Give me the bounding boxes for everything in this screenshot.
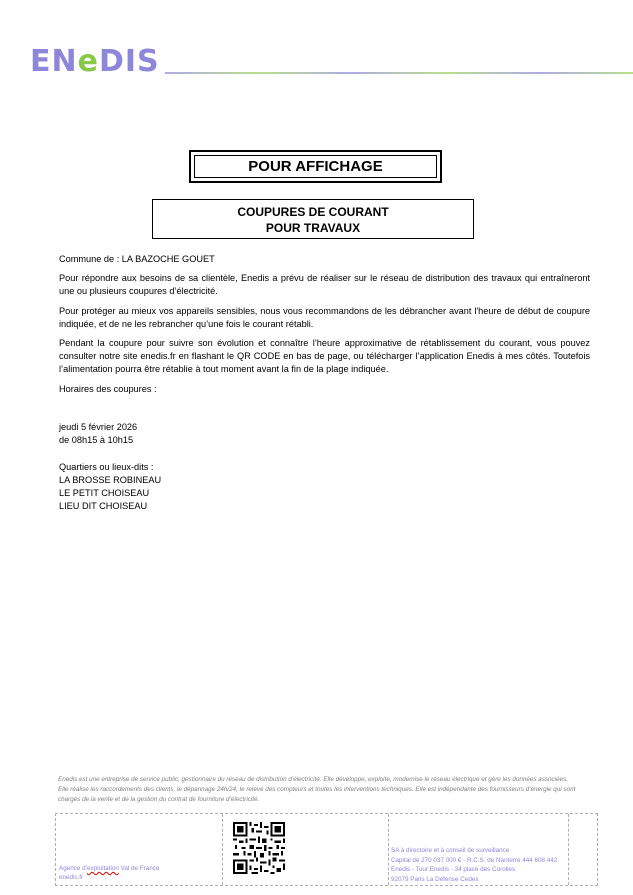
coupure-date: jeudi 5 février 2026 (59, 422, 138, 432)
enedis-logo: ENeDIS (30, 44, 160, 79)
paragraph-1: Pour répondre aux besoins de sa clientèle, Enedis a prévu de réaliser sur le réseau de distribution des travaux qui entraîneront une ou plusieurs coupures d’électricité. (59, 273, 590, 296)
commune-line: Commune de : LA BAZOCHE GOUET (59, 254, 215, 264)
footer-divider (388, 814, 389, 885)
pour-affichage-title: POUR AFFICHAGE (194, 155, 437, 178)
logo-underline (165, 72, 633, 74)
horaires-label: Horaires des coupures : (59, 384, 157, 394)
site-link[interactable]: enedis.fr (59, 874, 84, 881)
paragraph-3: Pendant la coupure pour suivre son évolution et connaître l’heure approximative de rétablissement du courant, vous pouvez consulter notre site enedis.fr en flashant le QR CODE en bas de page, ou télécharger l’application Enedis à mes côtés. Toutefois l’alimentation pourra être rétablie à tout moment avant la fin de la plage indiquée. (59, 338, 590, 374)
paragraph-2: Pour protéger au mieux vos appareils sensibles, nous vous recommandons de les débrancher avant l'heure de début de coupure indiquée, et de ne les rebrancher qu’une fois le courant rétabli. (59, 306, 590, 329)
coupure-time: de 08h15 à 10h15 (59, 435, 134, 445)
pour-affichage-box (189, 150, 442, 183)
footer-divider (222, 814, 223, 885)
coupures-title-line2: POUR TRAVAUX (265, 221, 361, 235)
coupures-title-line1: COUPURES DE COURANT (237, 205, 389, 219)
qr-code[interactable] (233, 822, 285, 874)
quartier-item: LIEU DIT CHOISEAU (59, 501, 148, 511)
footer-description: Enedis est une entreprise de service public, gestionnaire du réseau de distribution d’électricité. Elle développe, exploite, modernise le réseau électrique et gère les données associées. Elle réalise les raccordements des clients, le dépannage 24h/24, le relevé des compteurs et toutes les interventions techniques. Elle est indépendante des fournisseurs d’énergie qui sont chargés de la vente et de la gestion du contrat de fourniture d’électricité. (58, 776, 576, 803)
quartier-item: LA BROSSE ROBINEAU (59, 475, 162, 485)
coupures-title-box (152, 199, 474, 239)
footer-divider (568, 814, 569, 885)
quartier-item: LE PETIT CHOISEAU (59, 488, 150, 498)
agence-block: Agence d’exploitation Val de France enedis.fr (59, 865, 160, 881)
company-info: SA à directoire et à conseil de surveillance Capital de 270 037 000 € - R.C.S. de Nanterre 444 608 442 Enedis - Tour Enedis - 34 place des Corolles 92079 Paris La Défense Cedex (391, 847, 558, 883)
quartiers-label: Quartiers ou lieux-dits : (59, 462, 154, 472)
